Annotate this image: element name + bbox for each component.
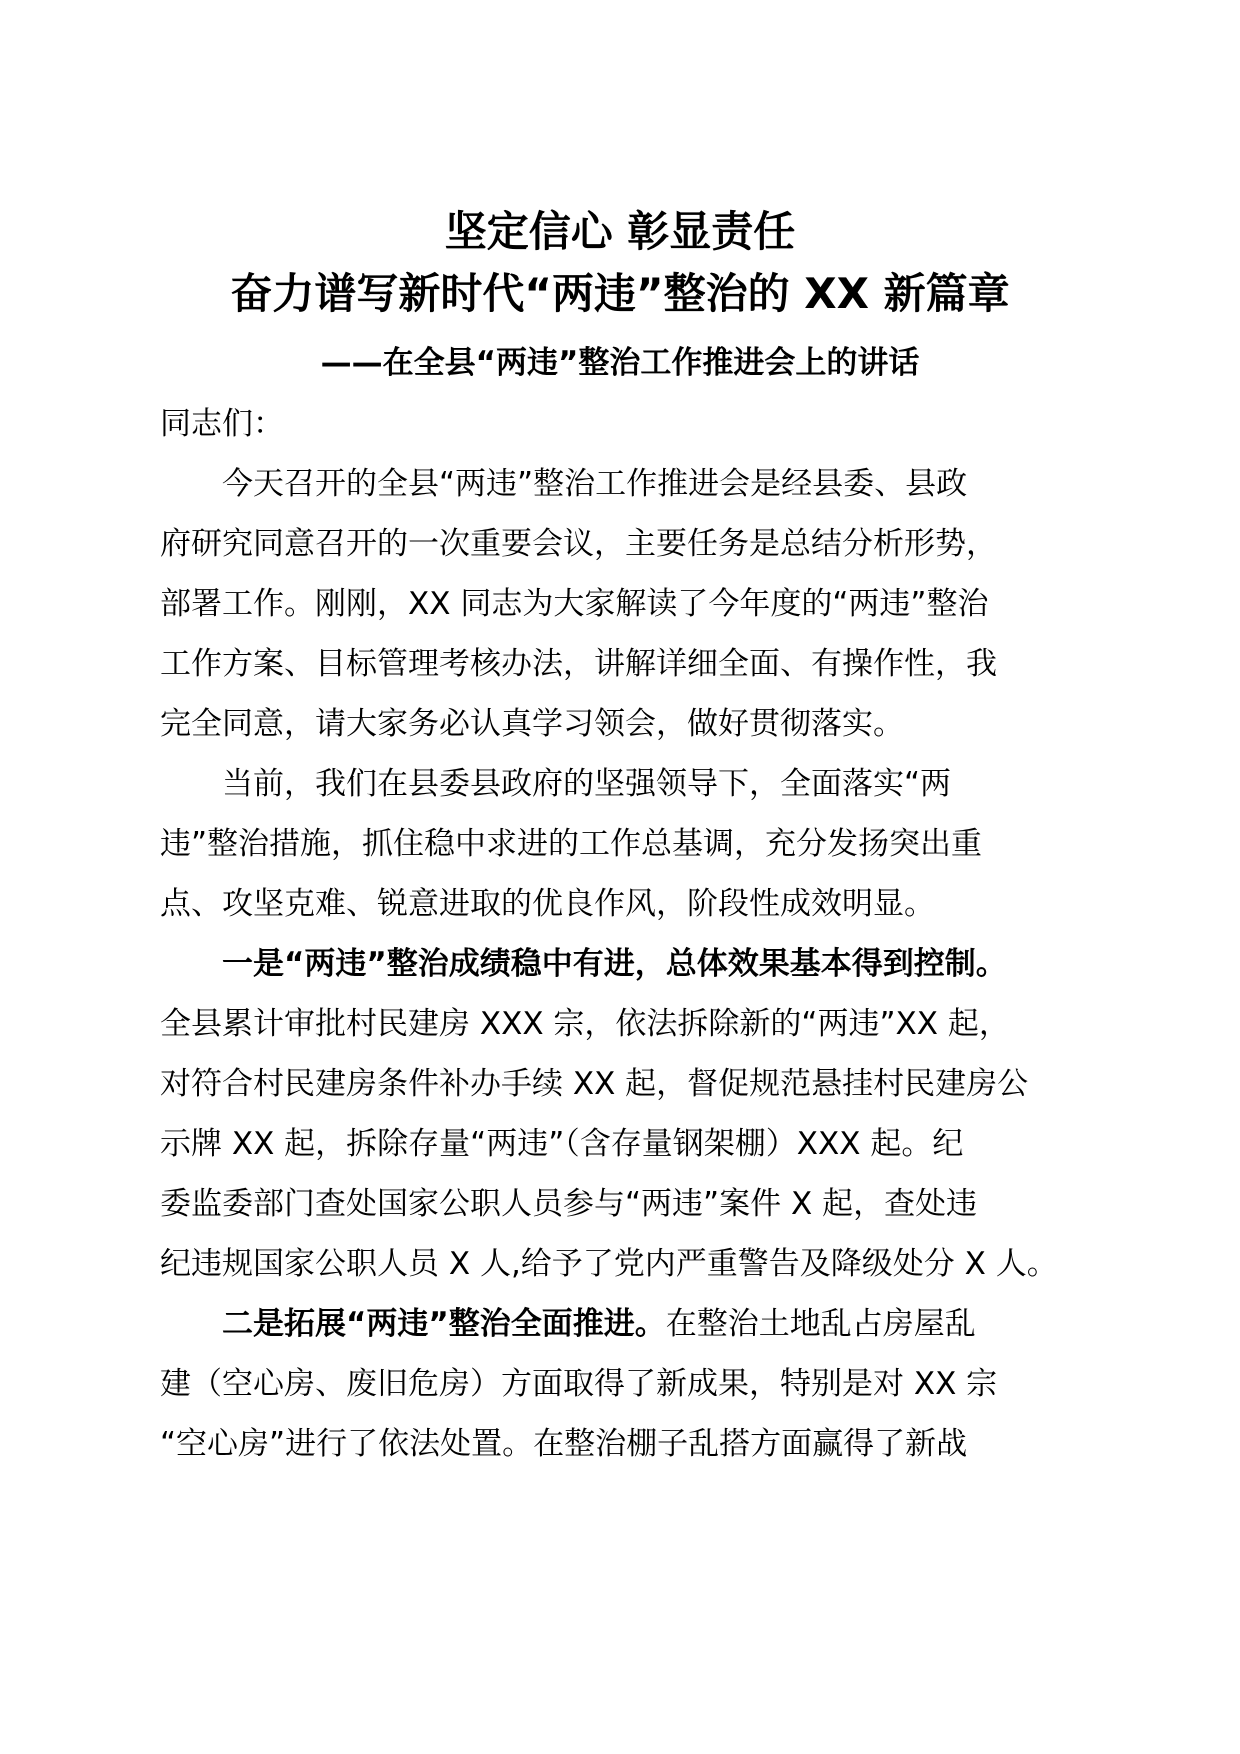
paragraph-line: 对符合村民建房条件补办手续 XX 起，督促规范悬挂村民建房公 bbox=[160, 1066, 1029, 1102]
paragraph-line: 工作方案、目标管理考核办法，讲解详细全面、有操作性，我 bbox=[160, 646, 997, 682]
paragraph-text: 在整治土地乱占房屋乱 bbox=[665, 1306, 976, 1342]
salutation: 同志们： bbox=[160, 406, 284, 442]
title-line-2: 奋力谱写新时代“两违”整治的 XX 新篇章 bbox=[230, 269, 1010, 318]
paragraph-line: 完全同意，请大家务必认真学习领会，做好贯彻落实。 bbox=[160, 706, 904, 742]
section-heading-1: 一是“两违”整治成绩稳中有进，总体效果基本得到控制。 bbox=[160, 946, 1007, 982]
paragraph-line: 府研究同意召开的一次重要会议，主要任务是总结分析形势， bbox=[160, 526, 997, 562]
title-line-1: 坚定信心 彰显责任 bbox=[444, 207, 796, 256]
paragraph-line: 建（空心房、废旧危房）方面取得了新成果，特别是对 XX 宗 bbox=[160, 1366, 998, 1402]
paragraph-line: 全县累计审批村民建房 XXX 宗，依法拆除新的“两违”XX 起， bbox=[160, 1006, 1010, 1042]
paragraph-line: 示牌 XX 起，拆除存量“两违”（含存量钢架棚）XXX 起。纪 bbox=[160, 1126, 964, 1162]
paragraph-line: 违”整治措施，抓住稳中求进的工作总基调，充分发扬突出重 bbox=[160, 826, 983, 862]
paragraph-line: 纪违规国家公职人员 X 人,给予了党内严重警告及降级处分 X 人。 bbox=[160, 1246, 1058, 1282]
paragraph-line: 今天召开的全县“两违”整治工作推进会是经县委、县政 bbox=[160, 466, 968, 502]
subtitle: ——在全县“两违”整治工作推进会上的讲话 bbox=[320, 345, 920, 381]
paragraph-line: 点、攻坚克难、锐意进取的优良作风，阶段性成效明显。 bbox=[160, 886, 935, 922]
paragraph-line: 部署工作。刚刚，XX 同志为大家解读了今年度的“两违”整治 bbox=[160, 586, 989, 622]
section-heading-2: 二是拓展“两违”整治全面推进。 bbox=[160, 1306, 666, 1342]
paragraph-line: “空心房”进行了依法处置。在整治棚子乱搭方面赢得了新战 bbox=[160, 1426, 968, 1462]
paragraph-line: 当前，我们在县委县政府的坚强领导下，全面落实“两 bbox=[160, 766, 952, 802]
paragraph-line: 委监委部门查处国家公职人员参与“两违”案件 X 起，查处违 bbox=[160, 1186, 978, 1222]
paragraph-line bbox=[160, 1304, 976, 1344]
